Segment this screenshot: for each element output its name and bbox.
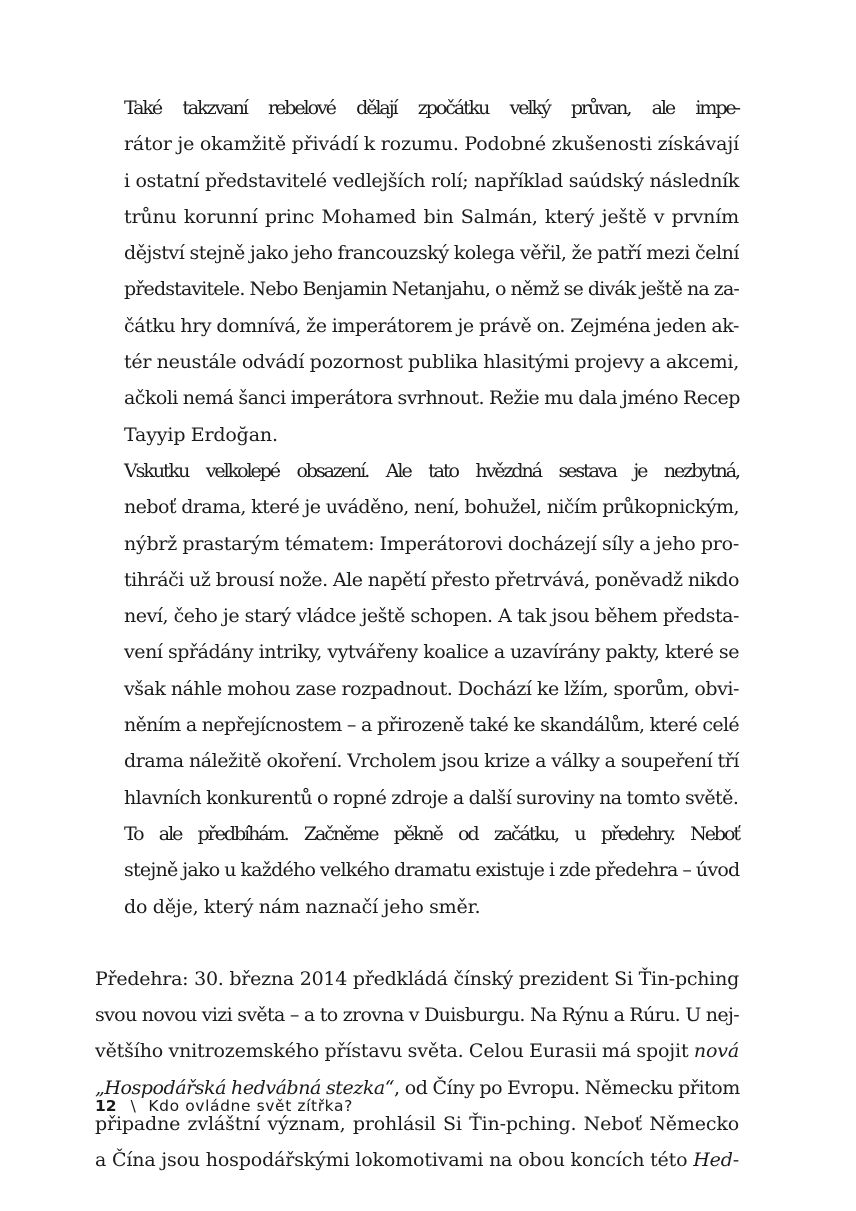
text-line: čátku hry domnívá, že imperátorem je právě on. Zejména jeden ak-: [124, 314, 739, 337]
text-line: dějství stejně jako jeho francouzský kolega věřil, že patří mezi čelní: [124, 242, 739, 265]
text-line: hlavních konkurentů o ropné zdroje a další suroviny na tomto světě.: [124, 786, 739, 809]
text-line: však náhle mohou zase rozpadnout. Dochází ke lžím, sporům, obvi-: [124, 677, 739, 700]
text-line: nýbrž prastarým tématem: Imperátorovi docházejí síly a jeho pro-: [124, 532, 739, 555]
page-footer: [95, 1097, 353, 1115]
text-line: [95, 1033, 739, 1069]
italic-run: „Hospodářská hedvábná stezka“: [95, 1076, 395, 1099]
text-run: většího vnitrozemského přístavu světa. Celou Eurasii má spojit: [95, 1040, 689, 1063]
text-line: ačkoli nemá šanci imperátora svrhnout. Režie mu dala jméno Recep: [124, 387, 740, 410]
page-body: [95, 90, 739, 1179]
text-line: tér neustále odvádí pozornost publika hlasitými projevy a akcemi,: [124, 351, 739, 374]
text-line: Předehra: 30. března 2014 předkládá čínský prezident Si Ťin-pching: [95, 967, 739, 990]
text-run: , od Číny po Evropu. Německu přitom: [394, 1076, 740, 1099]
text-line: neví, čeho je starý vládce ještě schopen. A tak jsou během předsta-: [124, 605, 739, 628]
running-title: Kdo ovládne svět zítřka?: [148, 1097, 353, 1115]
text-run: a Čína jsou hospodářskými lokomotivami na obou koncích této: [95, 1149, 688, 1172]
italic-run: Hed-: [693, 1149, 739, 1172]
paragraph-3: [95, 816, 739, 925]
text-line: neboť drama, které je uváděno, není, bohužel, ničím průkopnickým,: [124, 496, 739, 519]
paragraph-2: [95, 453, 739, 816]
text-line: rátor je okamžitě přivádí k rozumu. Podobné zkušenosti získávají: [124, 133, 739, 156]
section-gap: [95, 925, 739, 961]
text-line: svou novou vizi světa – a to zrovna v Duisburgu. Na Rýnu a Rúru. U nej-: [95, 1004, 739, 1027]
text-line: něním a nepřejícnostem – a přirozeně také ke skandálům, které celé: [124, 714, 739, 737]
text-line: To ale předbíhám. Začněme pěkně od začátku, u předehry. Neboť: [124, 822, 739, 845]
text-line: vení spřádány intriky, vytvářeny koalice a uzavírány pakty, které se: [124, 641, 739, 664]
text-line: do děje, který nám naznačí jeho směr.: [124, 895, 481, 918]
text-line: připadne zvláštní význam, prohlásil Si Ťin-pching. Neboť Německo: [95, 1113, 739, 1136]
text-line: představitele. Nebo Benjamin Netanjahu, o němž se divák ještě na za-: [124, 278, 739, 301]
text-line: stejně jako u každého velkého dramatu existuje i zde předehra – úvod: [124, 859, 740, 882]
text-line: Tayyip Erdoğan.: [124, 423, 278, 446]
text-line: trůnu korunní princ Mohamed bin Salmán, který ještě v prvním: [124, 205, 739, 228]
text-line: Také takzvaní rebelové dělají zpočátku velký průvan, ale impe-: [124, 97, 739, 119]
text-line: i ostatní představitelé vedlejších rolí; například saúdský následník: [124, 169, 739, 192]
footer-separator: \: [130, 1097, 137, 1115]
text-line: drama náležitě okoření. Vrcholem jsou krize a války a soupeření tří: [124, 750, 739, 773]
text-line: Vskutku velkolepé obsazení. Ale tato hvězdná sestava je nezbytná,: [124, 459, 739, 482]
paragraph-4: [95, 961, 739, 1179]
page-number: 12: [95, 1097, 117, 1115]
italic-run: nová: [693, 1040, 739, 1063]
text-line: tihráči už brousí nože. Ale napětí přesto přetrvává, poněvadž nikdo: [124, 568, 739, 591]
text-line: [95, 1142, 739, 1178]
paragraph-1: [95, 90, 739, 453]
